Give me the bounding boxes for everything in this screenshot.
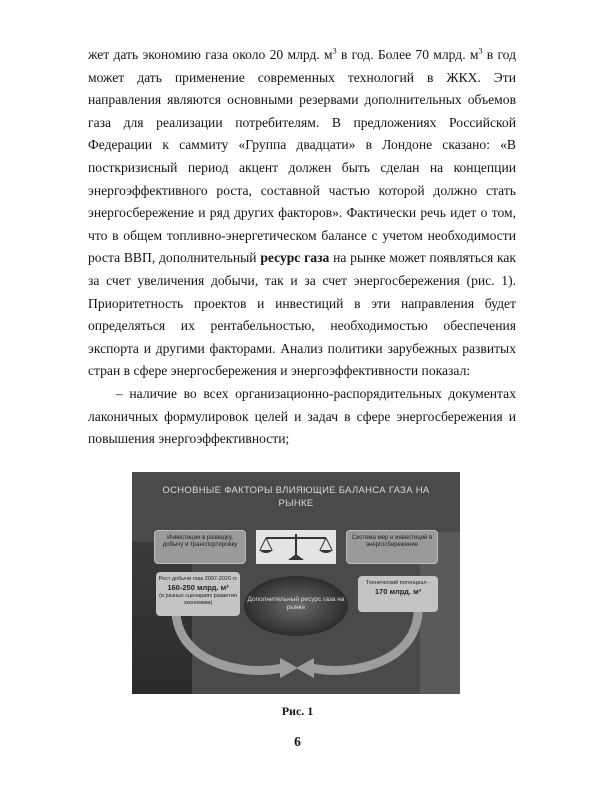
production-growth-box — [156, 572, 240, 616]
body-text — [88, 44, 516, 451]
text-segment: на рынке может появляться как за счет увеличения добычи, так и за счет энергосбережения (рис. 1). Приоритетность проектов и инвестиций в эти направления будет определяться их рентабельностью, необходимостью обеспечения экспорта и другими факторами. Анализ политики зарубежных развитых стран в сфере энергосбережения и энергоэффективности показал: — [88, 250, 516, 379]
arrowhead-right — [296, 658, 314, 678]
technical-potential-value: 170 млрд. м³ — [374, 587, 422, 596]
production-growth-label: Рост добычи газа 2007-2020 гг. — [158, 576, 238, 582]
paragraph-1 — [88, 44, 516, 383]
arrowhead-left — [280, 658, 298, 678]
page-number: 6 — [294, 734, 301, 749]
energy-saving-box: Система мер и инвестиций в энергосбережение — [346, 530, 438, 564]
additional-gas-resource-ellipse: Дополнительный ресурс газа на рынке — [244, 576, 348, 636]
investment-production-box: Инвестиции в разведку, добычу и транспортировку — [154, 530, 246, 564]
text-segment: жет дать экономию газа около 20 млрд. м — [88, 47, 333, 62]
paragraph-2: – наличие во всех организационно-распорядительных документах лаконичных формулировок целей и задач в сфере энергосбережения и повышения энергоэффективности; — [88, 385, 516, 447]
text-segment: в год может дать применение современных технологий в ЖКХ. Эти направления являются основными резервами дополнительных объемов газа для реализации потребителям. В предложениях Российской Федерации к саммиту «Группа двадцати» в Лондоне сказано: «В посткризисный период акцент должен быть сделан на концепции энергоэффективного роста, составной частью которой должно стать энергосбережение и ряд других факторов». Фактически речь идет о том, что в общем топливно-энергетическом балансе с учетом необходимости роста ВВП, дополнительный — [88, 47, 517, 266]
technical-potential-label: Технический потенциал - — [366, 580, 430, 586]
production-growth-value: 160-250 млрд. м³ — [167, 583, 229, 592]
production-growth-note: (в разных сценариях развития экономики) — [159, 593, 237, 606]
text-segment: в год. Более 70 млрд. м — [336, 47, 479, 62]
superscript: 3 — [332, 46, 337, 56]
figure-caption: Рис. 1 — [281, 704, 314, 718]
superscript: 3 — [478, 46, 483, 56]
figure-title: ОСНОВНЫЕ ФАКТОРЫ ВЛИЯЮЩИЕ БАЛАНСА ГАЗА НА РЫНКЕ — [162, 485, 430, 509]
figure-1 — [132, 472, 460, 694]
technical-potential-box — [358, 576, 438, 612]
bold-term: ресурс газа — [260, 250, 330, 266]
